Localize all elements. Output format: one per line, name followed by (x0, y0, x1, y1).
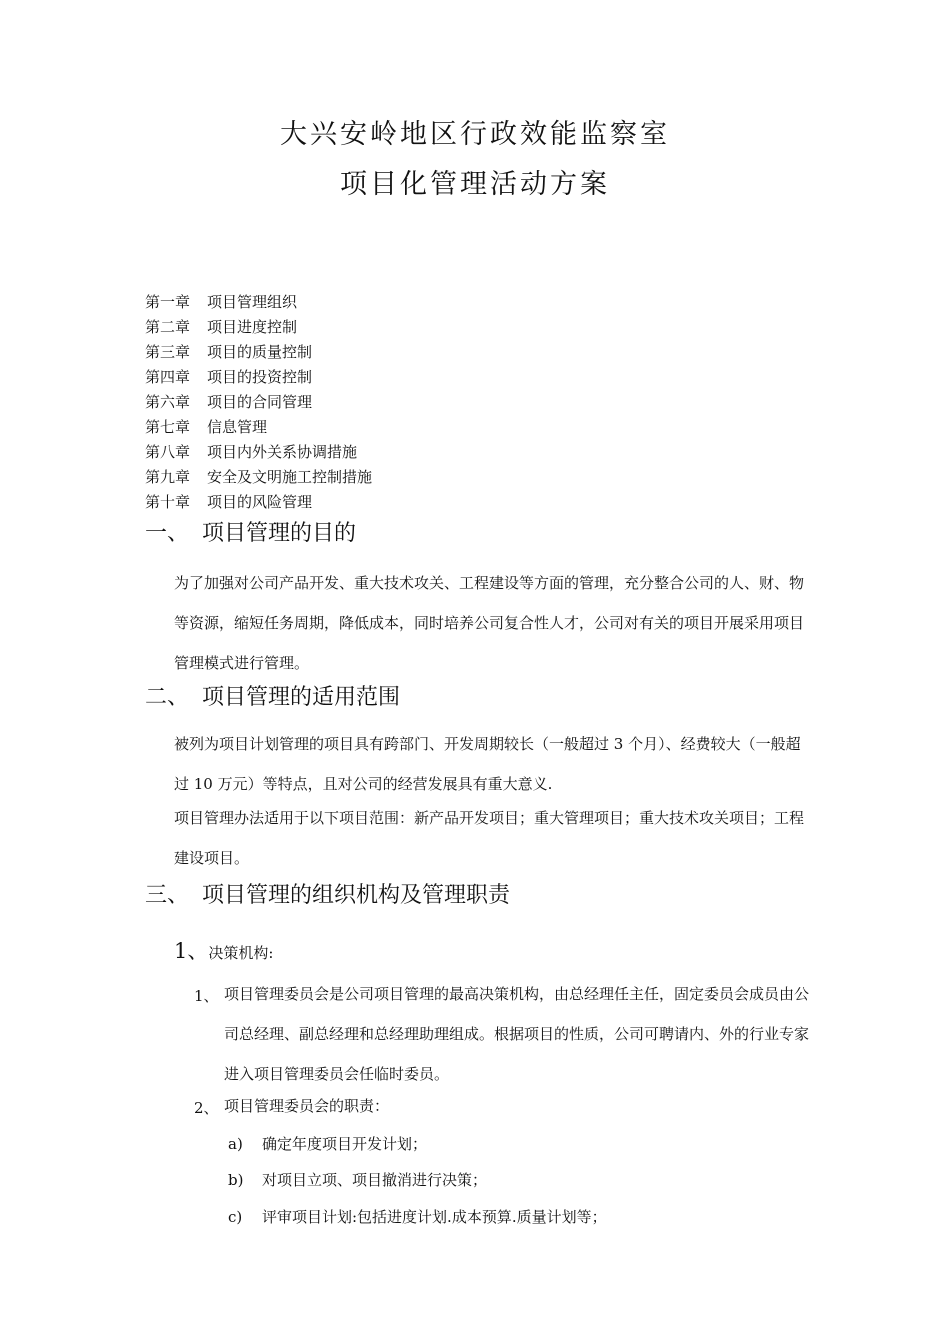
section-title: 项目管理的组织机构及管理职责 (202, 883, 511, 908)
section-number: 三、 (145, 883, 190, 908)
toc-item (145, 340, 372, 365)
toc-item (145, 290, 372, 315)
toc-name: 项目的合同管理 (207, 393, 313, 411)
sub-list-label: b) (228, 1171, 244, 1189)
toc-chapter: 第六章 (145, 393, 191, 411)
toc-item (145, 315, 372, 340)
toc-name: 项目的风险管理 (207, 493, 313, 511)
list-item-number: 2、 (194, 1099, 219, 1117)
subsection-title: 决策机构: (208, 944, 274, 962)
sub-list-label: c) (228, 1208, 243, 1226)
section-number: 一、 (145, 521, 190, 546)
toc-name: 安全及文明施工控制措施 (207, 468, 373, 486)
toc-chapter: 第七章 (145, 418, 191, 436)
toc-name: 项目进度控制 (207, 318, 298, 336)
toc-item (145, 365, 372, 390)
toc-item (145, 440, 372, 465)
section-heading-purpose (145, 516, 356, 547)
section-title: 项目管理的适用范围 (202, 685, 401, 710)
list-item-text-committee: 项目管理委员会是公司项目管理的最高决策机构，由总经理任主任，固定委员会成员由公司总经理、副总经理和总经理助理组成。根据项目的性质，公司可聘请内、外的行业专家进入项目管理委员会任临时委员。 (224, 985, 810, 1083)
list-item-text-duties: 项目管理委员会的职责： (224, 1097, 390, 1115)
subsection-number: 1、 (174, 939, 209, 963)
toc-chapter: 第九章 (145, 468, 191, 486)
section-paragraph-purpose: 为了加强对公司产品开发、重大技术攻关、工程建设等方面的管理，充分整合公司的人、财、物等资源，缩短任务周期，降低成本，同时培养公司复合性人才，公司对有关的项目开展采用项目管理模式进行管理。 (174, 574, 805, 672)
toc-item (145, 465, 372, 490)
toc-chapter: 第十章 (145, 493, 191, 511)
document-title-line1: 大兴安岭地区行政效能监察室 (280, 119, 670, 150)
section-title: 项目管理的目的 (202, 521, 357, 546)
sub-list-label: a) (228, 1135, 243, 1153)
toc-chapter: 第三章 (145, 343, 191, 361)
toc-name: 项目的质量控制 (207, 343, 313, 361)
subsection-heading-decision-body (174, 935, 273, 965)
document-title-line2: 项目化管理活动方案 (340, 169, 610, 200)
table-of-contents (145, 290, 372, 515)
toc-item (145, 415, 372, 440)
section-paragraph-scope-range: 项目管理办法适用于以下项目范围：新产品开发项目；重大管理项目；重大技术攻关项目；工程建设项目。 (174, 809, 805, 867)
section-heading-organization (145, 878, 510, 909)
section-number: 二、 (145, 685, 190, 710)
sub-list-item: 确定年度项目开发计划； (262, 1135, 428, 1153)
sub-list-item: 评审项目计划:包括进度计划.成本预算.质量计划等； (262, 1208, 607, 1226)
sub-list-item: 对项目立项、项目撤消进行决策； (262, 1171, 488, 1189)
section-heading-scope (145, 680, 400, 711)
toc-item (145, 390, 372, 415)
toc-chapter: 第二章 (145, 318, 191, 336)
toc-chapter: 第一章 (145, 293, 191, 311)
section-paragraph-scope-criteria: 被列为项目计划管理的项目具有跨部门、开发周期较长（一般超过 3 个月）、经费较大（一般超过 10 万元）等特点，且对公司的经营发展具有重大意义. (174, 735, 801, 793)
list-item-number: 1、 (194, 987, 219, 1005)
toc-chapter: 第八章 (145, 443, 191, 461)
toc-name: 项目的投资控制 (207, 368, 313, 386)
toc-name: 项目内外关系协调措施 (207, 443, 358, 461)
toc-item (145, 490, 372, 515)
toc-name: 项目管理组织 (207, 293, 298, 311)
toc-name: 信息管理 (207, 418, 268, 436)
toc-chapter: 第四章 (145, 368, 191, 386)
